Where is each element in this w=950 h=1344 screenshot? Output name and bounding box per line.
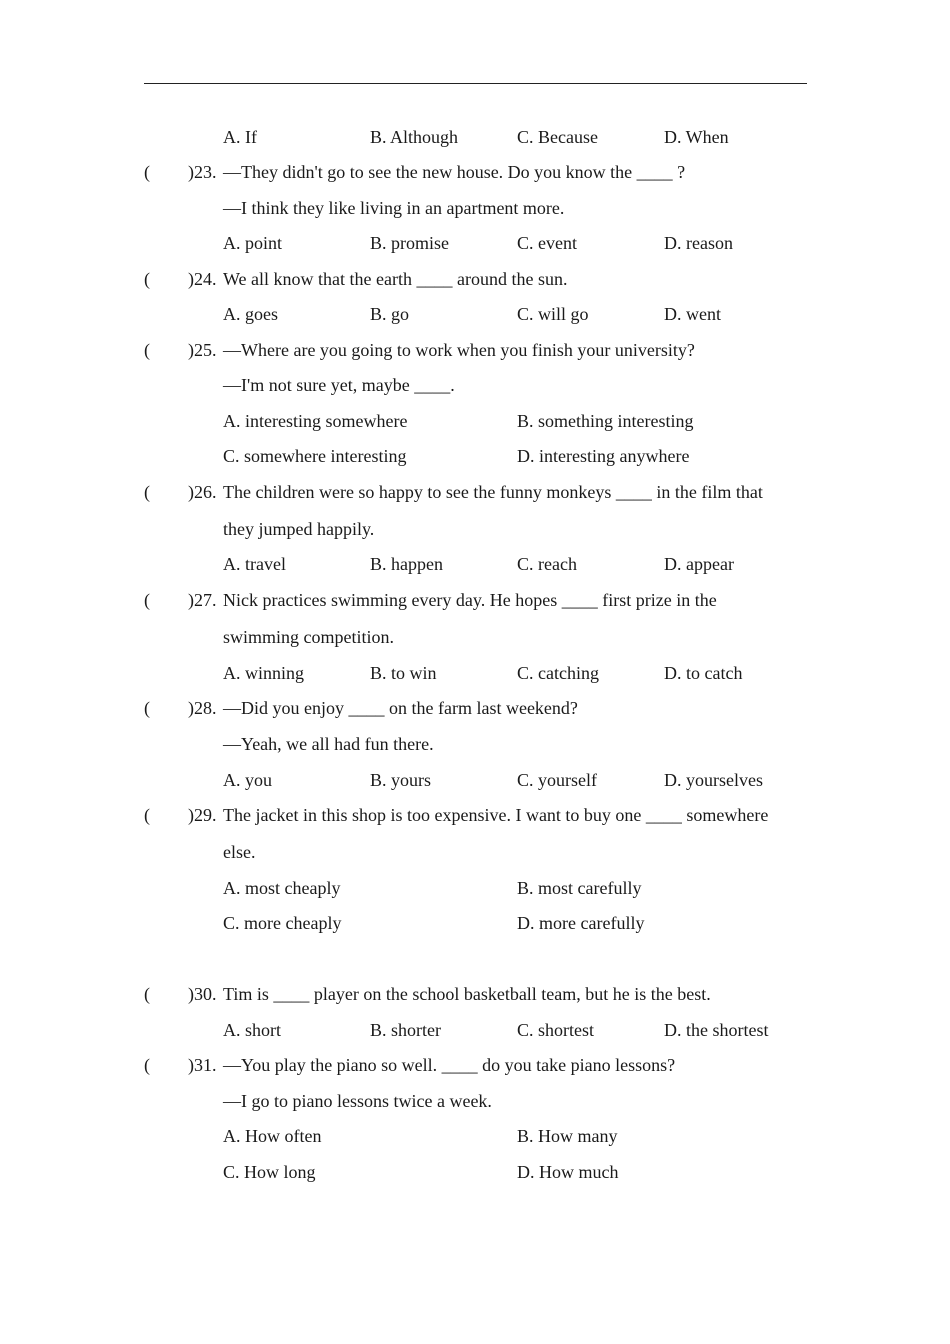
q23-option-c[interactable]: C. event — [517, 233, 577, 253]
q22-option-d[interactable]: D. When — [664, 127, 729, 147]
question-text: Tim is ____ player on the school basketball team, but he is the best. — [223, 984, 711, 1004]
answer-blank[interactable]: ( — [144, 162, 150, 182]
header-rule — [144, 83, 807, 84]
q24-option-d[interactable]: D. went — [664, 304, 721, 324]
q28-option-b[interactable]: B. yours — [370, 770, 432, 790]
q23-option-a[interactable]: A. point — [223, 233, 283, 253]
question-number: )24. — [188, 269, 217, 289]
question-number: )26. — [188, 482, 217, 502]
q26-option-b[interactable]: B. happen — [370, 554, 443, 574]
q30-option-d[interactable]: D. the shortest — [664, 1020, 769, 1040]
q23-option-d[interactable]: D. reason — [664, 233, 733, 253]
answer-blank[interactable]: ( — [144, 340, 150, 360]
answer-blank[interactable]: ( — [144, 269, 150, 289]
q22-option-c[interactable]: C. Because — [517, 127, 598, 147]
q30-option-a[interactable]: A. short — [223, 1020, 281, 1040]
q27-option-d[interactable]: D. to catch — [664, 663, 743, 683]
answer-blank[interactable]: ( — [144, 698, 150, 718]
q27-option-c[interactable]: C. catching — [517, 663, 599, 683]
question-text: The children were so happy to see the funny monkeys ____ in the film that — [223, 482, 763, 502]
q25-option-c[interactable]: C. somewhere interesting — [223, 446, 407, 466]
q25-option-b[interactable]: B. something interesting — [517, 411, 694, 431]
question-text-cont: —I'm not sure yet, maybe ____. — [223, 375, 455, 395]
answer-blank[interactable]: ( — [144, 590, 150, 610]
answer-blank[interactable]: ( — [144, 1055, 150, 1075]
question-text-cont: —Yeah, we all had fun there. — [223, 734, 434, 754]
question-text: The jacket in this shop is too expensive. I want to buy one ____ somewhere — [223, 805, 769, 825]
q30-option-c[interactable]: C. shortest — [517, 1020, 595, 1040]
q29-option-b[interactable]: B. most carefully — [517, 878, 642, 898]
q28-option-a[interactable]: A. you — [223, 770, 272, 790]
q31-option-a[interactable]: A. How often — [223, 1126, 322, 1146]
question-text: —You play the piano so well. ____ do you take piano lessons? — [223, 1055, 676, 1075]
question-number: )28. — [188, 698, 217, 718]
question-text: —Where are you going to work when you finish your university? — [223, 340, 695, 360]
question-number: )25. — [188, 340, 217, 360]
question-text: —Did you enjoy ____ on the farm last weekend? — [223, 698, 578, 718]
q26-option-a[interactable]: A. travel — [223, 554, 286, 574]
q27-option-a[interactable]: A. winning — [223, 663, 304, 683]
q27-option-b[interactable]: B. to win — [370, 663, 437, 683]
q31-option-d[interactable]: D. How much — [517, 1162, 619, 1182]
q24-option-b[interactable]: B. go — [370, 304, 410, 324]
q26-option-c[interactable]: C. reach — [517, 554, 577, 574]
q22-option-b[interactable]: B. Although — [370, 127, 459, 147]
answer-blank[interactable]: ( — [144, 984, 150, 1004]
q31-option-c[interactable]: C. How long — [223, 1162, 316, 1182]
q22-option-a[interactable]: A. If — [223, 127, 257, 147]
question-text: —They didn't go to see the new house. Do you know the ____ ? — [223, 162, 686, 182]
question-text-cont: —I go to piano lessons twice a week. — [223, 1091, 492, 1111]
q29-option-d[interactable]: D. more carefully — [517, 913, 645, 933]
q28-option-c[interactable]: C. yourself — [517, 770, 597, 790]
q23-option-b[interactable]: B. promise — [370, 233, 449, 253]
q26-option-d[interactable]: D. appear — [664, 554, 734, 574]
question-number: )30. — [188, 984, 217, 1004]
q30-option-b[interactable]: B. shorter — [370, 1020, 441, 1040]
q24-option-a[interactable]: A. goes — [223, 304, 278, 324]
q31-option-b[interactable]: B. How many — [517, 1126, 618, 1146]
question-text: Nick practices swimming every day. He hopes ____ first prize in the — [223, 590, 717, 610]
q25-option-d[interactable]: D. interesting anywhere — [517, 446, 690, 466]
q25-option-a[interactable]: A. interesting somewhere — [223, 411, 408, 431]
question-text-cont: else. — [223, 842, 256, 862]
question-text-cont: they jumped happily. — [223, 519, 375, 539]
question-number: )27. — [188, 590, 217, 610]
answer-blank[interactable]: ( — [144, 482, 150, 502]
question-text: We all know that the earth ____ around the sun. — [223, 269, 568, 289]
question-number: )23. — [188, 162, 217, 182]
question-number: )31. — [188, 1055, 217, 1075]
question-text-cont: swimming competition. — [223, 627, 394, 647]
q24-option-c[interactable]: C. will go — [517, 304, 589, 324]
q28-option-d[interactable]: D. yourselves — [664, 770, 763, 790]
answer-blank[interactable]: ( — [144, 805, 150, 825]
question-number: )29. — [188, 805, 217, 825]
q29-option-c[interactable]: C. more cheaply — [223, 913, 342, 933]
question-text-cont: —I think they like living in an apartment more. — [223, 198, 565, 218]
q29-option-a[interactable]: A. most cheaply — [223, 878, 341, 898]
